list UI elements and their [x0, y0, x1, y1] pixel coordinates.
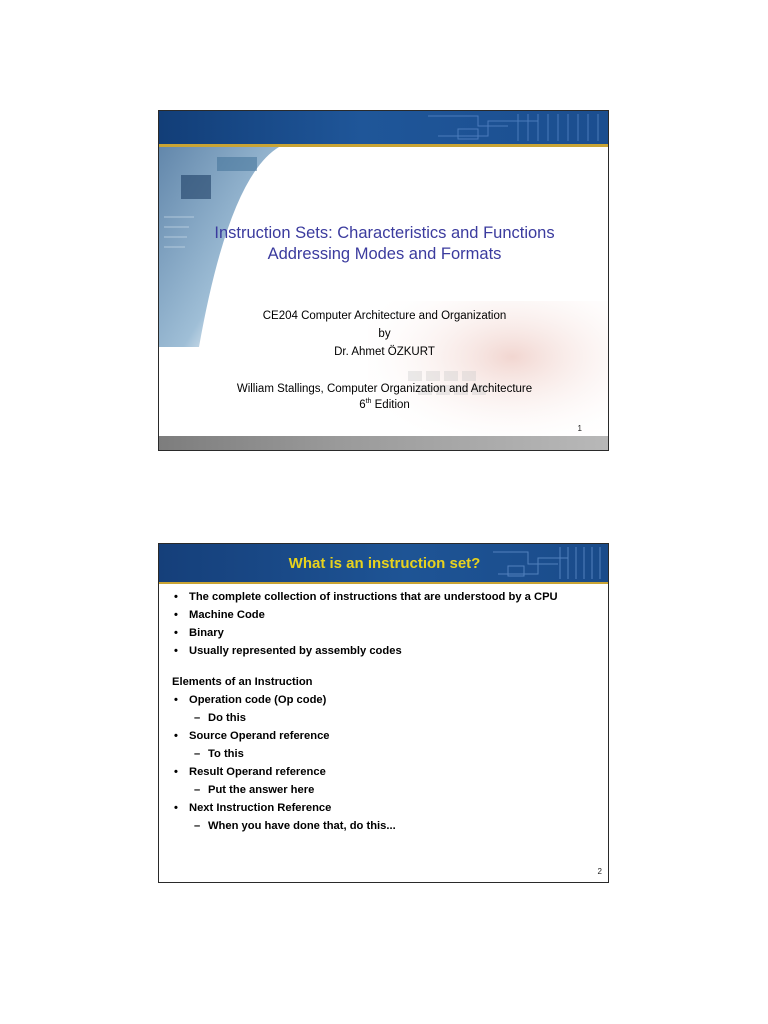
slide-heading: What is an instruction set?	[288, 555, 481, 572]
element-item	[172, 802, 597, 815]
bullet-marker: •	[174, 766, 178, 778]
page-number: 1	[577, 424, 582, 433]
sub-item	[172, 712, 597, 725]
edition-word: Edition	[371, 399, 410, 411]
sub-item	[172, 748, 597, 761]
dash-marker: –	[194, 712, 201, 724]
bullet-marker: •	[174, 802, 178, 814]
slide-footer-band	[159, 436, 608, 450]
dash-marker: –	[194, 748, 201, 760]
page-number: 2	[597, 867, 602, 876]
accent-line	[159, 582, 608, 584]
slide-2	[158, 543, 609, 883]
author-name: Dr. Ahmet ÖZKURT	[334, 346, 435, 358]
slide-title-line-1: Instruction Sets: Characteristics and Functions	[214, 224, 555, 242]
bullet-text: Binary	[189, 627, 224, 639]
dash-marker: –	[194, 820, 201, 832]
sub-text: When you have done that, do this...	[208, 820, 396, 832]
bullet-item	[172, 645, 597, 658]
circuit-board-graphic	[418, 111, 608, 144]
slide-1	[158, 110, 609, 451]
bullet-marker: •	[174, 591, 178, 603]
sub-item	[172, 820, 597, 833]
element-item	[172, 730, 597, 743]
bullet-text: Machine Code	[189, 609, 265, 621]
bullet-text: Usually represented by assembly codes	[189, 645, 402, 657]
dash-marker: –	[194, 784, 201, 796]
element-label: Operation code (Op code)	[189, 694, 327, 706]
element-item	[172, 766, 597, 779]
edition-text	[159, 397, 609, 414]
bullet-item	[172, 591, 597, 604]
edition-number: 6	[359, 399, 366, 411]
edition-suffix: th	[365, 398, 372, 406]
element-label: Next Instruction Reference	[189, 802, 332, 814]
bullet-item	[172, 627, 597, 640]
section-title: Elements of an Instruction	[172, 676, 313, 688]
sub-item	[172, 784, 597, 797]
slide-title-line-2: Addressing Modes and Formats	[267, 245, 502, 263]
element-item	[172, 694, 597, 707]
element-label: Source Operand reference	[189, 730, 330, 742]
bullet-item	[172, 609, 597, 622]
sub-text: To this	[208, 748, 244, 760]
bullet-marker: •	[174, 730, 178, 742]
bullet-marker: •	[174, 645, 178, 657]
bullet-marker: •	[174, 609, 178, 621]
by-text: by	[378, 328, 391, 340]
element-label: Result Operand reference	[189, 766, 326, 778]
bullet-text: The complete collection of instructions that are understood by a CPU	[189, 591, 558, 603]
course-name: CE204 Computer Architecture and Organization	[262, 310, 507, 322]
sub-text: Do this	[208, 712, 246, 724]
book-reference: William Stallings, Computer Organization and Architecture	[236, 383, 533, 395]
slide-header-band	[159, 111, 608, 144]
bullet-marker: •	[174, 694, 178, 706]
slide-content	[172, 591, 597, 838]
bullet-marker: •	[174, 627, 178, 639]
sub-text: Put the answer here	[208, 784, 315, 796]
